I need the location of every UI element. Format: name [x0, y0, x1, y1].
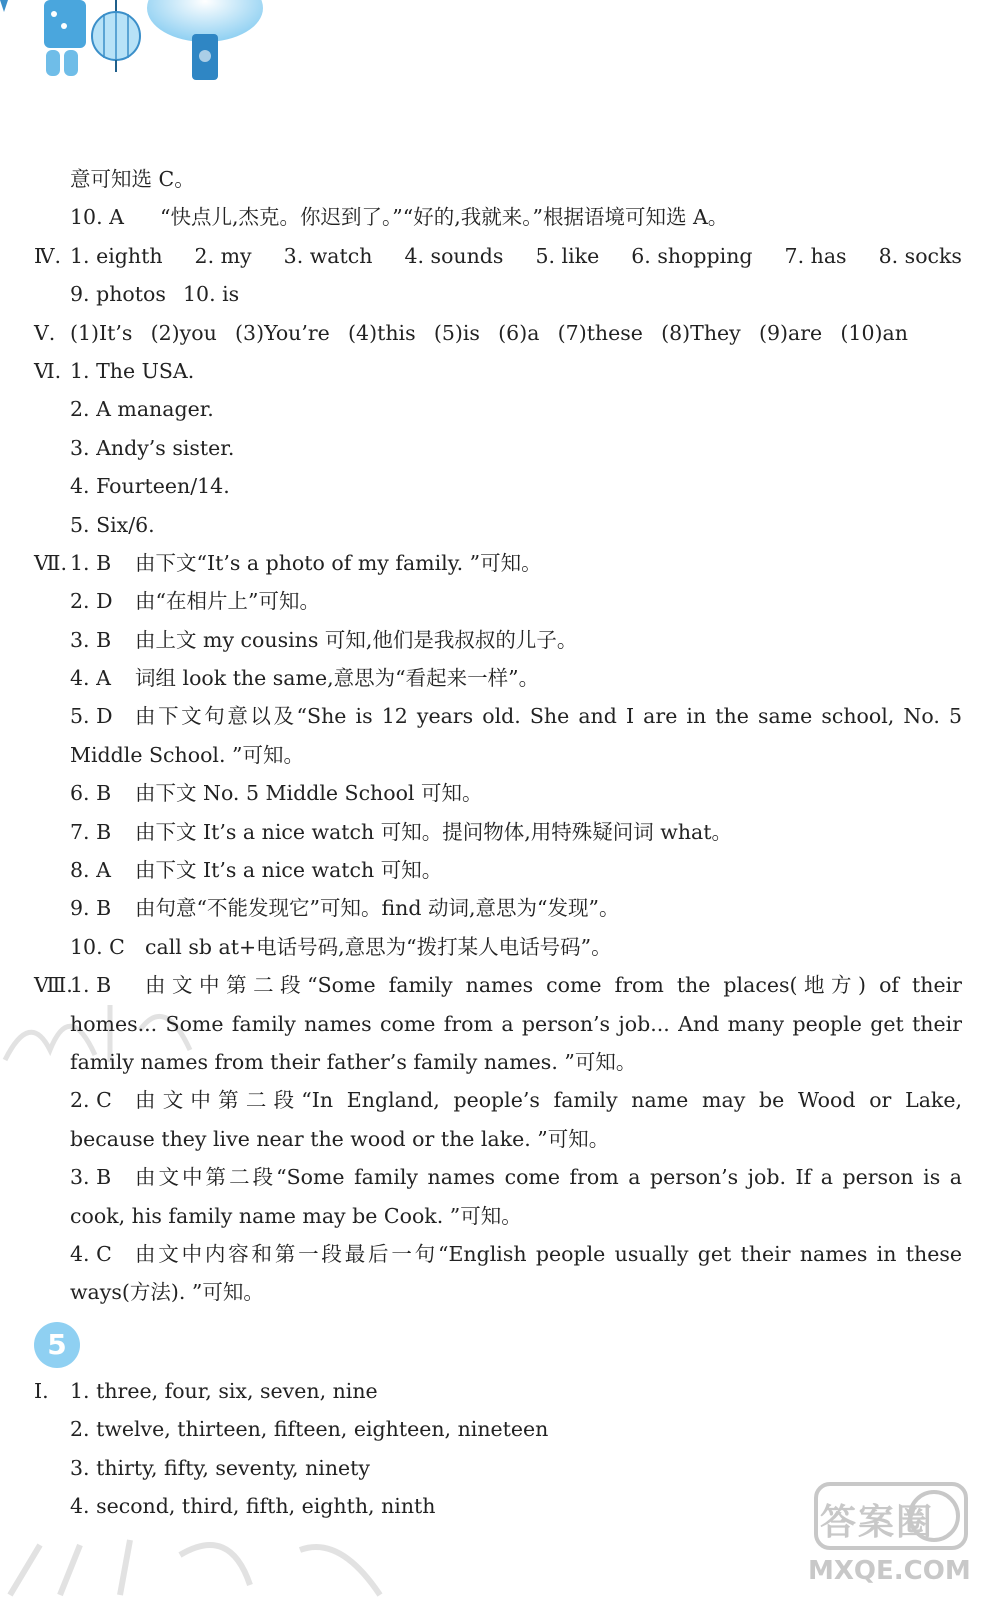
answers-body: [0, 160, 996, 1525]
watermark-site-text: MXQE.COM: [808, 1556, 971, 1586]
explanation-text: Middle School. ”可知。: [70, 742, 304, 767]
section-iv-row2: [0, 275, 996, 313]
section-viii-q4-cont: [0, 1273, 996, 1311]
section-vii-q1: [0, 544, 996, 582]
answer-item: 9. photos: [70, 282, 166, 307]
section-viii-q2: [0, 1081, 996, 1119]
explanation-text: 由文中内容和第一段最后一句“English people usually get their names in these: [135, 1241, 962, 1266]
answer-item: 7. has: [784, 243, 847, 268]
question-number: 9. B: [70, 896, 112, 921]
explanation-text: cook, his family name may be Cook. ”可知。: [70, 1203, 522, 1228]
watermark-bottom-script-icon: [0, 1515, 440, 1600]
answer-item: (10)an: [840, 320, 908, 345]
section-v-row: [0, 314, 996, 352]
answer-item: 3. Andy’s sister.: [70, 435, 235, 460]
answer-item: 8. socks: [878, 243, 962, 268]
answer-item: (8)They: [661, 320, 741, 345]
question-number: 8. A: [70, 858, 111, 883]
section-v-items: [70, 314, 908, 352]
section-vii-q5-cont: [0, 736, 996, 774]
question-number: 5. D: [70, 704, 113, 729]
explanation-text: 词组 look the same,意思为“看起来一样”。: [135, 666, 540, 691]
explanation-text: 由文中第二段“In England, people’s family name may be Wood or Lake,: [135, 1088, 962, 1113]
question-number: 2. D: [70, 589, 113, 614]
explanation-text: call sb at+电话号码,意思为“拨打某人电话号码”。: [145, 934, 612, 959]
answer-item: (2)you: [150, 320, 217, 345]
section-vii-q6: [0, 774, 996, 812]
explanation-text: 由上文 my cousins 可知,他们是我叔叔的儿子。: [135, 627, 578, 652]
section-vi-row4: [0, 467, 996, 505]
section-iv-items: [70, 237, 962, 275]
answer-item: (6)a: [498, 320, 540, 345]
section-viii-q3-cont: [0, 1197, 996, 1235]
answer-item: 1. eighth: [70, 243, 163, 268]
unit-number-badge: 5: [34, 1322, 80, 1368]
section-vii-q4: [0, 659, 996, 697]
answer-item: 3. thirty, fifty, seventy, ninety: [70, 1455, 371, 1480]
explanation-text: “快点儿,杰克。你迟到了。”“好的,我就来。”根据语境可知选 A。: [160, 205, 729, 230]
explanation-text: 由下文 It’s a nice watch 可知。提问物体,用特殊疑问词 what。: [135, 819, 732, 844]
explanation-text: 由下文 No. 5 Middle School 可知。: [135, 781, 483, 806]
question-number: 1. B: [70, 973, 112, 998]
question-number: 3. B: [70, 627, 112, 652]
section-label: Ⅴ.: [34, 320, 56, 345]
answer-item: (9)are: [759, 320, 823, 345]
question-number: 6. B: [70, 781, 112, 806]
question-number: 1. B: [70, 550, 112, 575]
unit-heading: [0, 1312, 996, 1372]
answer-item: 1. The USA.: [70, 358, 195, 383]
section-label: Ⅶ.: [34, 550, 67, 575]
watermark-cn-text: 答案圈: [820, 1502, 935, 1543]
answer-item: (3)You’re: [235, 320, 330, 345]
answer-item: 10. is: [183, 282, 240, 307]
section-viii-q1-cont1: [0, 1005, 996, 1043]
section-viii-q4: [0, 1235, 996, 1273]
question-number: 4. C: [70, 1241, 112, 1266]
explanation-text: 由文中第二段“Some family names come from the places(地方) of their: [145, 973, 962, 998]
section-vi-row2: [0, 390, 996, 428]
unit5-i-row4: [0, 1487, 996, 1525]
explanation-text: 由下文句意以及“She is 12 years old. She and I are in the same school, No. 5: [135, 704, 962, 729]
explanation-text: because they live near the wood or the lake. ”可知。: [70, 1126, 610, 1151]
section-vi-row3: [0, 429, 996, 467]
section-vii-q10: [0, 928, 996, 966]
answer-item: 5. Six/6.: [70, 512, 155, 537]
answer-item: 6. shopping: [631, 243, 753, 268]
answer-item: (5)is: [433, 320, 480, 345]
answer-item: (4)this: [348, 320, 416, 345]
answer-item: 2. my: [194, 243, 252, 268]
section-vii-q8: [0, 851, 996, 889]
answer-item: 3. watch: [283, 243, 373, 268]
section-label: Ⅰ.: [34, 1378, 49, 1403]
answer-item: 2. A manager.: [70, 397, 214, 422]
section-label: Ⅵ.: [34, 358, 62, 383]
lantern-illustration-icon: [0, 0, 300, 95]
section-label: Ⅷ.: [34, 973, 73, 998]
explanation-text: 由“在相片上”可知。: [135, 589, 320, 614]
explanation-text: 由句意“不能发现它”可知。find 动词,意思为“发现”。: [135, 896, 620, 921]
section-vii-q3: [0, 621, 996, 659]
answer-item: 4. Fourteen/14.: [70, 474, 230, 499]
unit5-i-row2: [0, 1410, 996, 1448]
section-vii-q5: [0, 697, 996, 735]
question-number: 10. A: [70, 205, 124, 230]
section-vii-q2: [0, 582, 996, 620]
question-number: 10. C: [70, 934, 125, 959]
section-viii-q2-cont: [0, 1120, 996, 1158]
answer-item: 4. second, third, fifth, eighth, ninth: [70, 1493, 436, 1518]
question-number: 4. A: [70, 666, 111, 691]
explanation-text: 由文中第二段“Some family names come from a person’s job. If a person is a: [135, 1165, 962, 1190]
prev-tail-q10: [0, 198, 996, 236]
answer-item: 5. like: [535, 243, 600, 268]
section-vi-row5: [0, 506, 996, 544]
explanation-text: homes... Some family names come from a person’s job... And many people get their: [70, 1011, 962, 1036]
section-viii-q1: [0, 966, 996, 1004]
section-label: Ⅳ.: [34, 243, 61, 268]
explanation-text: 由下文 It’s a nice watch 可知。: [135, 858, 443, 883]
answer-item: (7)these: [557, 320, 643, 345]
section-vii-q9: [0, 889, 996, 927]
answer-item: 4. sounds: [404, 243, 504, 268]
answer-item: 1. three, four, six, seven, nine: [70, 1378, 378, 1403]
unit5-i-row3: [0, 1449, 996, 1487]
section-viii-q1-cont2: [0, 1043, 996, 1081]
answer-item: (1)It’s: [70, 320, 133, 345]
section-vi-row1: [0, 352, 996, 390]
answer-item: 2. twelve, thirteen, fifteen, eighteen, nineteen: [70, 1417, 549, 1442]
question-number: 2. C: [70, 1088, 112, 1113]
prev-tail-text: 意可知选 C。: [70, 167, 195, 191]
explanation-text: family names from their father’s family names. ”可知。: [70, 1049, 637, 1074]
explanation-text: ways(方法). ”可知。: [70, 1280, 264, 1305]
section-viii-q3: [0, 1158, 996, 1196]
question-number: 7. B: [70, 819, 112, 844]
section-vii-q7: [0, 813, 996, 851]
section-iv-row1: [0, 237, 996, 275]
unit5-i-row1: [0, 1372, 996, 1410]
question-number: 3. B: [70, 1165, 112, 1190]
explanation-text: 由下文“It’s a photo of my family. ”可知。: [135, 550, 542, 575]
prev-tail-line: [0, 160, 996, 198]
